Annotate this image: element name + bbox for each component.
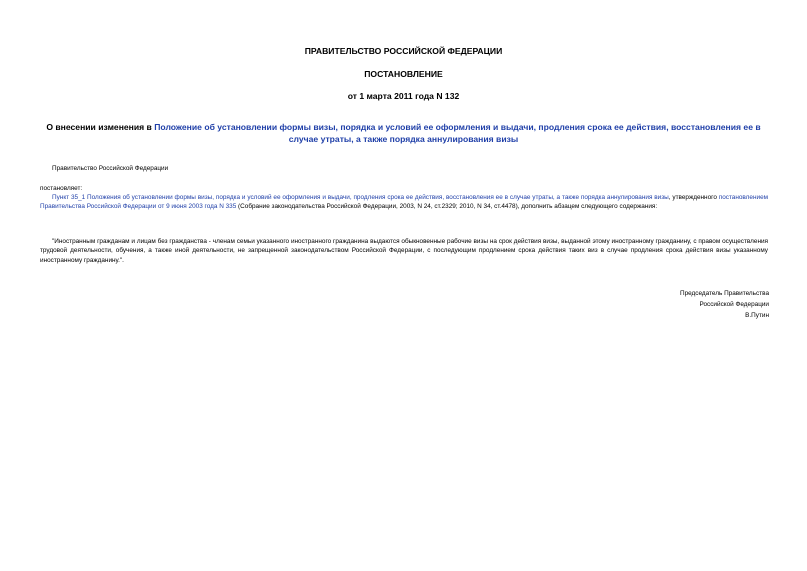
intro-text: Правительство Российской Федерации: [52, 165, 169, 172]
government-header: ПРАВИТЕЛЬСТВО РОССИЙСКОЙ ФЕДЕРАЦИИ: [304, 46, 503, 56]
signature-name: В.Путин: [745, 312, 769, 319]
signature-position: Председатель Правительства: [680, 290, 769, 297]
signature-block: [680, 288, 769, 321]
document-date-number: от 1 марта 2011 года N 132: [347, 91, 460, 101]
document-type: ПОСТАНОВЛЕНИЕ: [364, 69, 443, 79]
amendment-text-2: (Собрание законодательства Российской Федерации, 2003, N 24, ст.2329; 2010, N 34, ст.4478), дополнить абзацем следующего содержания:: [236, 203, 658, 211]
amendment-text-1: , утвержденного: [668, 194, 719, 201]
quote-paragraph: "Иностранным гражданам и лицам без гражданства - членам семьи указанного иностранного гражданина выдаются обыкновенные рабочие визы на срок действия визы, выданной этому иностранному гражданину, с правом осуществления трудовой деятельности, обучения, а также иной деятельности, не запрещенной законодательством Российской Федерации, с последующим продлением срока действия таких виз в случае продления срока действия визы указанному иностранному гражданину.".: [40, 238, 768, 264]
resolves-text: постановляет:: [40, 185, 83, 192]
decree-link[interactable]: постановлением Правительства Российской Федерации от 9 июня 2003 года N 335: [40, 194, 769, 211]
document-title: [36, 121, 771, 145]
title-prefix: О внесении изменения в: [46, 122, 155, 132]
signature-country: Российской Федерации: [699, 301, 769, 308]
clause-link[interactable]: Пункт 35_1 Положения об установлении формы визы, порядка и условий ее оформления и выдачи, продления срока ее действия, восстановления ее в случае утраты, а также порядка аннулирования визы: [52, 194, 669, 201]
amendment-paragraph: [40, 193, 768, 212]
title-link[interactable]: Положение об установлении формы визы, порядка и условий ее оформления и выдачи, продления срока ее действия, восстановления ее в случае утраты, а также порядка аннулирования визы: [154, 122, 761, 144]
